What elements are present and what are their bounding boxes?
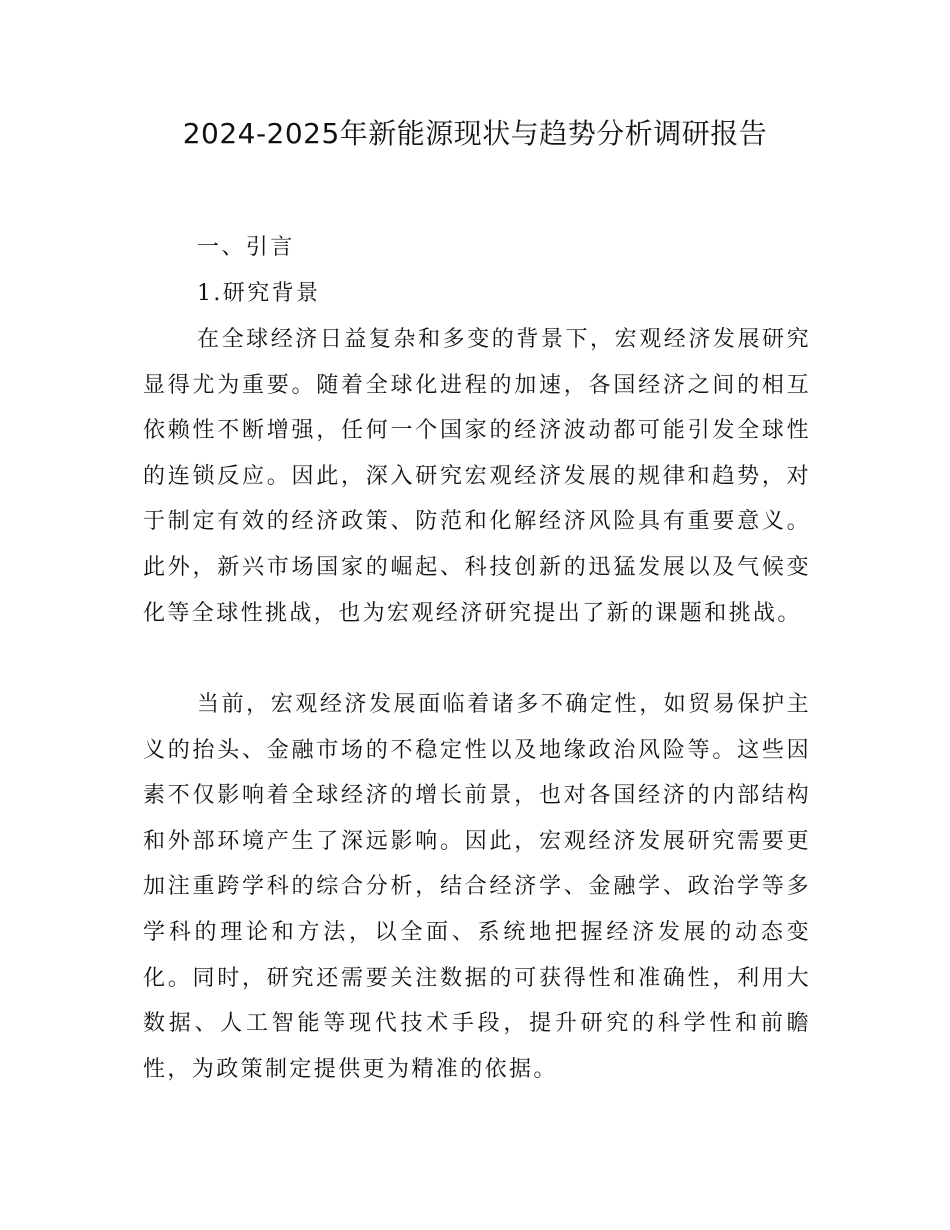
subsection-heading: 1.研究背景 — [197, 281, 321, 306]
body-paragraph: 当前，宏观经济发展面临着诸多不确定性，如贸易保护主义的抬头、金融市场的不稳定性以及地缘政治风险等。这些因素不仅影响着全球经济的增长前景，也对各国经济的内部结构和外部环境产生了深远影响。因此，宏观经济发展研究需要更加注重跨学科的综合分析，结合经济学、金融学、政治学等多学科的理论和方法，以全面、系统地把握经济发展的动态变化。同时，研究还需要关注数据的可获得性和准确性，利用大数据、人工智能等现代技术手段，提升研究的科学性和前瞻性，为政策制定提供更为精准的依据。 — [143, 692, 811, 1082]
section-heading: 一、引言 — [197, 235, 295, 260]
document-title: 2024-2025年新能源现状与趋势分析调研报告 — [182, 117, 768, 150]
body-paragraph: 在全球经济日益复杂和多变的背景下，宏观经济发展研究显得尤为重要。随着全球化进程的加速，各国经济之间的相互依赖性不断增强，任何一个国家的经济波动都可能引发全球性的连锁反应。因此，深入研究宏观经济发展的规律和趋势，对于制定有效的经济政策、防范和化解经济风险具有重要意义。此外，新兴市场国家的崛起、科技创新的迅猛发展以及气候变化等全球性挑战，也为宏观经济研究提出了新的课题和挑战。 — [143, 327, 811, 626]
